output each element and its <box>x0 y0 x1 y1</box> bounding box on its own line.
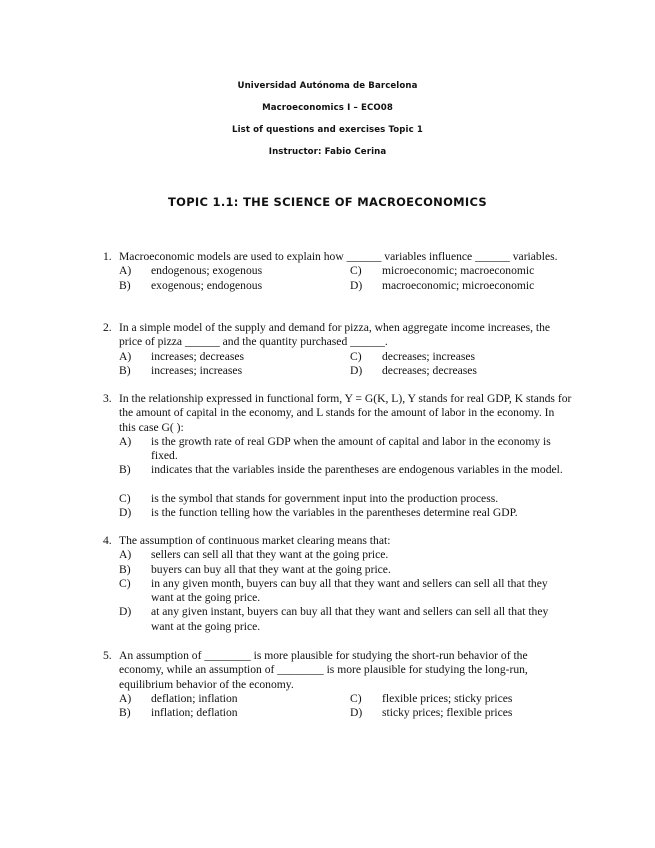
option-text: buyers can buy all that they want at the going price. <box>151 562 391 576</box>
option-label: A) <box>119 434 132 448</box>
question-5 <box>103 649 573 720</box>
option-text: indicates that the variables inside the parentheses are endogenous variables in the model. <box>151 463 563 477</box>
option-label: B) <box>119 706 131 720</box>
option-text: is the symbol that stands for government input into the production process. <box>151 492 499 506</box>
option-label: C) <box>119 576 131 590</box>
option-row <box>103 264 573 278</box>
option-text: endogenous; exogenous <box>151 264 263 278</box>
option-text: flexible prices; sticky prices <box>382 691 513 705</box>
option-text: deflation; inflation <box>151 691 238 705</box>
option-label: A) <box>119 548 132 562</box>
option-row <box>103 692 573 706</box>
question-1 <box>103 250 573 293</box>
list-title: List of questions and exercises Topic 1 <box>232 125 423 135</box>
option-text: increases; decreases <box>151 349 245 363</box>
option-row <box>103 435 573 464</box>
option-row <box>103 492 573 506</box>
university-name: Universidad Autónoma de Barcelona <box>237 81 418 91</box>
option-label: B) <box>119 363 131 377</box>
option-text: sticky prices; flexible prices <box>382 706 513 720</box>
option-row <box>103 279 573 293</box>
option-row <box>103 548 573 562</box>
option-label: D) <box>350 363 363 377</box>
option-row <box>103 350 573 364</box>
question-4 <box>103 534 573 634</box>
question-number: 2. <box>103 321 112 334</box>
question-stem: The assumption of continuous market clearing means that: <box>119 534 391 547</box>
question-stem: Macroeconomic models are used to explain how ______ variables influence ______ variables. <box>119 250 558 263</box>
question-number: 4. <box>103 534 112 547</box>
option-label: B) <box>119 278 131 292</box>
option-row <box>103 605 573 634</box>
option-label: C) <box>119 492 131 506</box>
option-label: A) <box>119 349 132 363</box>
option-text: is the function telling how the variables in the parentheses determine real GDP. <box>151 506 518 520</box>
question-3 <box>103 392 573 521</box>
option-label: D) <box>119 506 132 520</box>
option-text: decreases; increases <box>382 349 476 363</box>
option-text: is the growth rate of real GDP when the amount of capital and labor in the economy is fixed. <box>151 434 551 463</box>
question-number: 3. <box>103 392 112 405</box>
option-text: at any given instant, buyers can buy all that they want and sellers can sell all that they want at the going price. <box>151 605 549 633</box>
instructor: Instructor: Fabio Cerina <box>268 147 387 157</box>
option-text: increases; increases <box>151 363 243 377</box>
option-row <box>103 563 573 577</box>
option-label: C) <box>350 264 362 278</box>
question-2 <box>103 321 573 378</box>
option-text: in any given month, buyers can buy all that they want and sellers can sell all that they want at the going price. <box>151 576 548 605</box>
option-label: A) <box>119 691 132 705</box>
option-label: C) <box>350 691 362 705</box>
option-row <box>103 706 573 720</box>
option-label: D) <box>119 605 132 619</box>
option-label: D) <box>350 706 363 720</box>
option-text: macroeconomic; microeconomic <box>382 278 535 292</box>
course-title: Macroeconomics I – ECO08 <box>262 103 393 113</box>
option-row <box>103 364 573 378</box>
option-label: B) <box>119 463 131 477</box>
option-row <box>103 463 573 492</box>
option-text: microeconomic; macroeconomic <box>382 264 535 278</box>
option-text: decreases; decreases <box>382 363 477 377</box>
option-text: exogenous; endogenous <box>151 278 263 292</box>
question-stem: In a simple model of the supply and demand for pizza, when aggregate income increases, the price of pizza ______ and the quantity purchased ______. <box>119 321 551 349</box>
option-text: inflation; deflation <box>151 706 238 720</box>
option-label: B) <box>119 562 131 576</box>
option-row <box>103 577 573 606</box>
question-number: 5. <box>103 649 112 662</box>
topic-title: TOPIC 1.1: THE SCIENCE OF MACROECONOMICS <box>167 195 488 209</box>
question-number: 1. <box>103 250 112 263</box>
option-label: A) <box>119 264 132 278</box>
question-stem: An assumption of ________ is more plausible for studying the short-run behavior of the economy, while an assumption of ________ is more plausible for studying the long-run, equilibrium behavior of the economy. <box>119 649 528 691</box>
option-text: sellers can sell all that they want at the going price. <box>151 548 389 562</box>
question-stem: In the relationship expressed in functional form, Y = G(K, L), Y stands for real GDP, K stands for the amount of capital in the economy, and L stands for the amount of labor in the economy. In this case G( ): <box>119 392 572 434</box>
option-label: C) <box>350 349 362 363</box>
option-row <box>103 506 573 520</box>
option-label: D) <box>350 278 363 292</box>
